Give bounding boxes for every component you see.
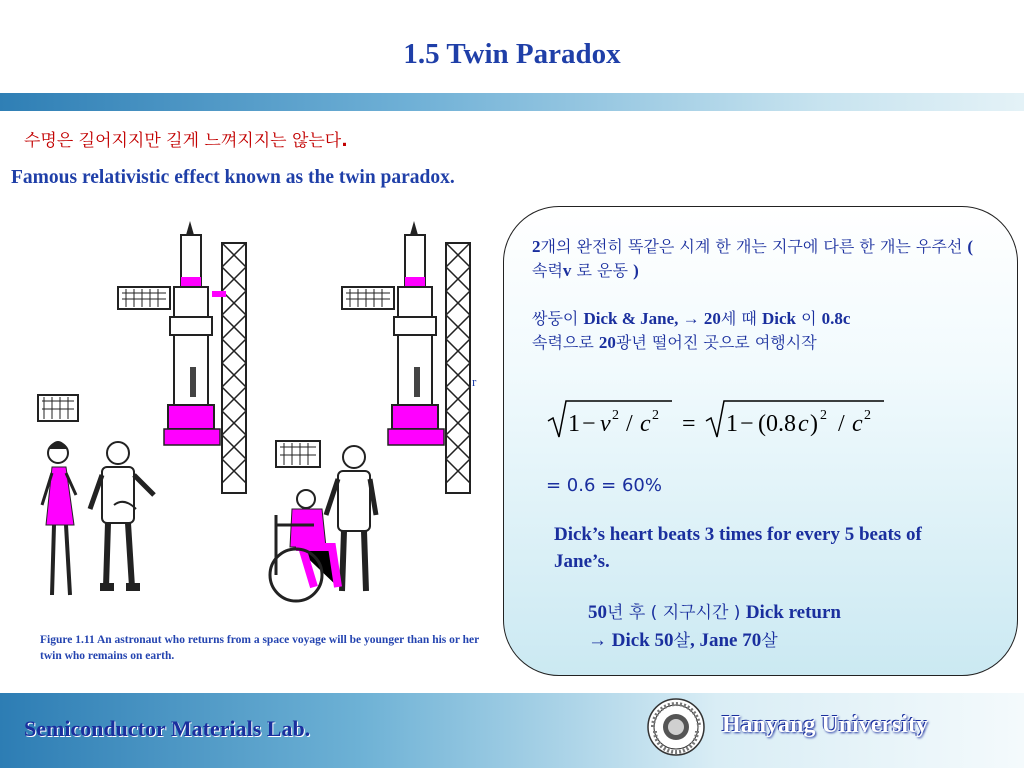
svg-text:−: − (582, 411, 596, 437)
svg-text:1: 1 (568, 411, 580, 437)
return-note (588, 599, 948, 655)
twins-distance: 20 (598, 333, 616, 352)
twins-speed: 0.8c (821, 309, 851, 328)
twins-word: 쌍둥이 (532, 309, 584, 328)
figure-caption: Figure 1.11 An astronaut who returns from a space voyage will be younger than his or her twin who remains on earth. (40, 634, 480, 662)
paren-close: ) (633, 261, 639, 280)
svg-text:1: 1 (726, 411, 738, 437)
svg-text:2: 2 (864, 408, 871, 423)
svg-text:=: = (682, 411, 696, 437)
svg-text:v: v (600, 411, 611, 437)
return-years: 50 (588, 602, 607, 623)
dilation-percent: = 0.6 = 60% (546, 475, 662, 496)
left-earth-clock (38, 395, 78, 421)
korean-subtitle-period: . (341, 131, 348, 151)
return-dick-age: → Dick 50 (588, 630, 674, 651)
paren-open: ( (967, 237, 974, 256)
svg-text:2: 2 (652, 408, 659, 423)
university-name: Hanyang University (722, 712, 929, 738)
lab-name: Semiconductor Materials Lab. (24, 716, 311, 741)
age-unit-1: 살 (673, 631, 690, 651)
twins-age-word: 세 때 (720, 309, 762, 328)
header-band (0, 93, 1024, 111)
svg-text:c: c (798, 411, 809, 437)
stray-mark: r (472, 374, 477, 389)
left-woman-figure (42, 441, 76, 595)
speed-symbol: v (562, 261, 572, 280)
clocks-text: 개의 완전히 똑같은 시계 한 개는 지구에 다른 한 개는 우주선 (540, 237, 963, 256)
svg-text:2: 2 (612, 408, 619, 423)
slide-title: 1.5 Twin Paradox (403, 38, 621, 70)
age-unit-2: 살 (761, 631, 778, 651)
twins-description (532, 307, 992, 355)
twins-travel: 광년 떨어진 곳으로 여행시작 (615, 333, 817, 352)
return-dick: Dick return (745, 602, 841, 623)
hanyang-university-seal-icon (647, 698, 705, 756)
right-earth-clock (276, 441, 320, 467)
twins-dick: Dick (761, 309, 796, 328)
svg-text:(0.8: (0.8 (758, 411, 796, 437)
left-astronaut-figure (90, 442, 154, 591)
speed-word: 속력 (532, 261, 563, 280)
clocks-number: 2 (532, 237, 541, 256)
left-rocket (118, 221, 246, 493)
korean-subtitle-text: 수명은 길어지지만 길게 느껴지지는 않는다 (24, 131, 342, 151)
korean-subtitle (24, 126, 348, 151)
twins-particle: 이 (795, 309, 822, 328)
twins-speed-word: 속력으로 (532, 333, 599, 352)
svg-text:/: / (626, 411, 633, 437)
svg-text:c: c (852, 411, 863, 437)
return-earth-time: 년 후 ( 지구시간 ) (607, 603, 746, 623)
clocks-description (532, 235, 992, 283)
clocks-tail: 로 운동 (571, 261, 634, 280)
twin-paradox-illustration (14, 195, 504, 625)
svg-text:/: / (838, 411, 845, 437)
heartbeat-note: Dick’s heart beats 3 times for every 5 beats of Jane’s. (554, 524, 922, 572)
svg-text:): ) (810, 411, 818, 437)
svg-text:c: c (640, 411, 651, 437)
svg-text:−: − (740, 411, 754, 437)
info-panel (503, 206, 1018, 676)
return-jane-age: , Jane 70 (689, 630, 762, 651)
svg-text:2: 2 (820, 408, 827, 423)
intro-text: Famous relativistic effect known as the twin paradox. (11, 167, 455, 188)
time-dilation-formula (544, 395, 904, 441)
twins-names: Dick & Jane, → 20 (583, 309, 721, 328)
